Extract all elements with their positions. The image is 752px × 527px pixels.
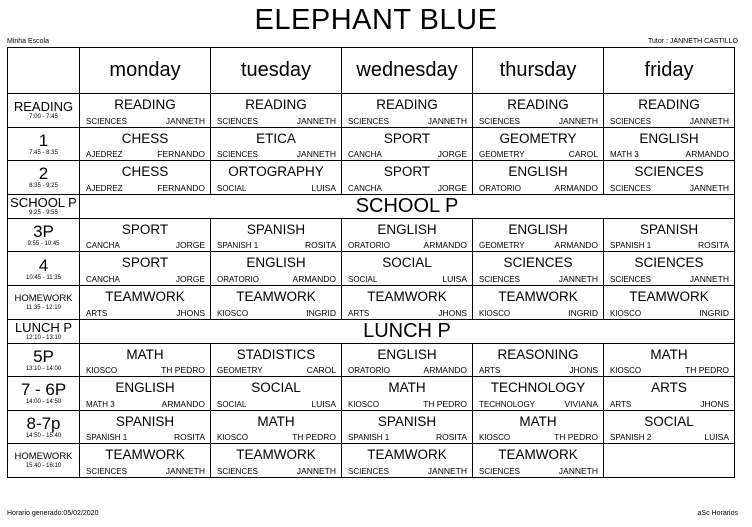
lesson-teacher: JHONS xyxy=(569,365,598,376)
lesson-cell xyxy=(342,218,473,252)
lesson-subject: ORTOGRAPHY xyxy=(228,164,324,180)
lesson-teacher: JORGE xyxy=(175,273,205,284)
lesson-subject: SPANISH xyxy=(377,413,437,429)
lesson-room: SOCIAL xyxy=(348,274,378,284)
lesson-cell xyxy=(80,218,211,252)
lesson-cell xyxy=(211,410,342,444)
lesson-cell xyxy=(473,343,604,377)
lesson-cell xyxy=(211,252,342,286)
lesson-teacher: ARMANDO xyxy=(161,398,205,409)
lesson-subject: TEAMWORK xyxy=(105,447,185,463)
period-name: 4 xyxy=(38,255,49,275)
corner-cell xyxy=(8,48,80,94)
lesson-cell xyxy=(342,377,473,411)
period-cell xyxy=(8,410,80,444)
period-name: 2 xyxy=(38,164,49,184)
lesson-room: SCIENCES xyxy=(217,150,258,160)
period-cell xyxy=(8,218,80,252)
period-name: 7 - 6P xyxy=(20,380,67,400)
lesson-teacher: JANNETH xyxy=(296,115,336,126)
lesson-teacher: ARMANDO xyxy=(292,273,336,284)
lesson-room: SCIENCES xyxy=(610,183,651,193)
timetable xyxy=(7,47,735,478)
lesson-room: KIOSCO xyxy=(217,308,249,318)
lesson-subject: MATH xyxy=(650,346,688,362)
lesson-teacher: ARMANDO xyxy=(685,149,729,160)
period-cell xyxy=(8,161,80,195)
lesson-teacher: JANNETH xyxy=(296,465,336,476)
lesson-teacher: JANNETH xyxy=(558,273,598,284)
lesson-subject: SPORT xyxy=(383,164,431,180)
lesson-subject: REASONING xyxy=(497,346,579,362)
period-name: HOMEWORK xyxy=(14,451,73,463)
period-cell xyxy=(8,194,80,218)
lesson-teacher: ARMANDO xyxy=(554,182,598,193)
lesson-cell xyxy=(342,127,473,161)
lesson-teacher: ROSITA xyxy=(697,240,729,251)
lesson-cell xyxy=(473,377,604,411)
lesson-subject: SCIENCES xyxy=(503,255,573,271)
lesson-teacher: JANNETH xyxy=(689,115,729,126)
day-header-row xyxy=(8,48,735,94)
lesson-subject: SPORT xyxy=(383,130,431,146)
lesson-teacher: LUISA xyxy=(704,432,729,443)
lesson-room: ORATORIO xyxy=(217,274,259,284)
lesson-room: SPANISH 1 xyxy=(348,433,390,443)
lesson-teacher: CAROL xyxy=(568,149,598,160)
lesson-room: AJEDREZ xyxy=(86,150,123,160)
lesson-teacher: TH PEDRO xyxy=(292,432,336,443)
lesson-teacher: CAROL xyxy=(306,365,336,376)
lesson-room: SCIENCES xyxy=(217,116,258,126)
lesson-teacher: ARMANDO xyxy=(423,365,467,376)
lesson-subject: TEAMWORK xyxy=(629,288,709,304)
lesson-teacher: JORGE xyxy=(437,182,467,193)
lesson-cell xyxy=(80,161,211,195)
lesson-cell xyxy=(342,410,473,444)
lesson-subject: ENGLISH xyxy=(377,346,437,362)
lesson-room: SCIENCES xyxy=(610,274,651,284)
lesson-room: ARTS xyxy=(348,308,370,318)
day-header: monday xyxy=(80,48,211,94)
lesson-teacher: ROSITA xyxy=(435,432,467,443)
lesson-teacher: JANNETH xyxy=(165,115,205,126)
lesson-room: SCIENCES xyxy=(217,466,258,476)
lesson-cell xyxy=(473,161,604,195)
lesson-cell xyxy=(604,161,735,195)
lesson-teacher: ARMANDO xyxy=(423,240,467,251)
lesson-subject: TECHNOLOGY xyxy=(490,380,586,396)
page-title: ELEPHANT BLUE xyxy=(254,4,498,36)
period-name: LUNCH P xyxy=(14,320,73,336)
lesson-cell xyxy=(342,444,473,478)
lesson-subject: READING xyxy=(245,97,307,112)
period-cell xyxy=(8,377,80,411)
lesson-cell xyxy=(604,410,735,444)
lesson-room: SCIENCES xyxy=(86,466,127,476)
lesson-subject: ENGLISH xyxy=(115,380,175,396)
lesson-subject: ARTS xyxy=(651,380,687,396)
lesson-teacher: VIVIANA xyxy=(564,398,598,409)
lesson-subject: ETICA xyxy=(256,130,296,146)
period-cell xyxy=(8,319,80,343)
lesson-teacher: TH PEDRO xyxy=(161,365,205,376)
lesson-teacher: JANNETH xyxy=(427,115,467,126)
break-cell: LUNCH P xyxy=(80,319,735,343)
lesson-room: GEOMETRY xyxy=(479,150,525,160)
period-time: 8:35 - 9:25 xyxy=(29,183,58,190)
lesson-subject: SPANISH xyxy=(115,413,175,429)
period-name: 3P xyxy=(33,222,54,242)
lesson-teacher: LUISA xyxy=(311,182,336,193)
lesson-cell xyxy=(211,94,342,128)
lesson-teacher: INGRID xyxy=(568,307,598,318)
lesson-subject: MATH xyxy=(388,380,426,396)
lesson-subject: TEAMWORK xyxy=(498,288,578,304)
lesson-subject: CHESS xyxy=(121,130,169,146)
period-row xyxy=(8,410,735,444)
period-row xyxy=(8,218,735,252)
lesson-teacher: LUISA xyxy=(442,273,467,284)
lesson-teacher: JANNETH xyxy=(689,273,729,284)
lesson-subject: ENGLISH xyxy=(639,130,699,146)
lesson-room: ARTS xyxy=(86,308,108,318)
lesson-cell xyxy=(342,252,473,286)
period-row xyxy=(8,127,735,161)
lesson-cell xyxy=(211,161,342,195)
lesson-subject: TEAMWORK xyxy=(367,288,447,304)
lesson-cell xyxy=(211,285,342,319)
lesson-subject: TEAMWORK xyxy=(236,447,316,463)
period-row xyxy=(8,252,735,286)
period-time: 7:00 - 7:45 xyxy=(29,114,58,121)
lesson-subject: SCIENCES xyxy=(634,255,704,271)
lesson-teacher: JANNETH xyxy=(296,149,336,160)
lesson-teacher: JHONS xyxy=(176,307,205,318)
lesson-cell xyxy=(80,127,211,161)
lesson-cell xyxy=(604,377,735,411)
lesson-teacher: JANNETH xyxy=(165,465,205,476)
lesson-subject: READING xyxy=(114,97,176,112)
lesson-subject: STADISTICS xyxy=(236,346,316,362)
lesson-teacher: TH PEDRO xyxy=(554,432,598,443)
lesson-cell xyxy=(473,285,604,319)
lesson-teacher: INGRID xyxy=(699,307,729,318)
lesson-room: CANCHA xyxy=(86,274,120,284)
lesson-subject: SOCIAL xyxy=(382,255,432,271)
lesson-subject: SCIENCES xyxy=(634,164,704,180)
lesson-teacher: FERNANDO xyxy=(157,182,205,193)
lesson-cell xyxy=(604,127,735,161)
lesson-room: ARTS xyxy=(479,366,501,376)
lesson-room: CANCHA xyxy=(86,241,120,251)
period-cell xyxy=(8,444,80,478)
lesson-room: MATH 3 xyxy=(86,399,115,409)
period-name: 8-7p xyxy=(26,414,61,434)
lesson-room: SPANISH 2 xyxy=(610,433,652,443)
lesson-room: ORATORIO xyxy=(479,183,521,193)
lesson-cell xyxy=(80,377,211,411)
lesson-room: SPANISH 1 xyxy=(217,241,259,251)
period-name: READING xyxy=(13,99,74,115)
lesson-subject: MATH xyxy=(126,346,164,362)
period-cell xyxy=(8,285,80,319)
period-time: 11:35 - 12:10 xyxy=(26,304,61,311)
lesson-room: KIOSCO xyxy=(479,308,511,318)
lesson-room: ARTS xyxy=(610,399,632,409)
period-time: 12:10 - 13:10 xyxy=(25,335,62,342)
empty-cell xyxy=(604,444,735,478)
lesson-room: SOCIAL xyxy=(217,183,247,193)
period-row xyxy=(8,343,735,377)
lesson-teacher: JORGE xyxy=(175,240,205,251)
lesson-room: SCIENCES xyxy=(86,116,127,126)
period-cell xyxy=(8,252,80,286)
period-time: 14:50 - 15:40 xyxy=(25,433,62,440)
day-header: tuesday xyxy=(211,48,342,94)
lesson-subject: TEAMWORK xyxy=(367,447,447,463)
lesson-cell xyxy=(604,252,735,286)
lesson-teacher: JHONS xyxy=(438,307,467,318)
day-header: friday xyxy=(604,48,735,94)
lesson-cell xyxy=(80,285,211,319)
lesson-cell xyxy=(80,343,211,377)
lesson-teacher: JANNETH xyxy=(558,465,598,476)
period-name: 1 xyxy=(38,130,49,150)
lesson-subject: ENGLISH xyxy=(246,255,306,271)
period-time: 7:45 - 8:35 xyxy=(29,149,58,156)
lesson-room: KIOSCO xyxy=(348,399,380,409)
lesson-cell xyxy=(473,218,604,252)
lesson-cell xyxy=(604,94,735,128)
lesson-teacher: INGRID xyxy=(306,307,336,318)
lesson-cell xyxy=(211,343,342,377)
lesson-room: KIOSCO xyxy=(479,433,511,443)
period-time: 14:00 - 14:50 xyxy=(25,399,62,406)
lesson-cell xyxy=(473,444,604,478)
lesson-room: SOCIAL xyxy=(217,399,247,409)
lesson-room: GEOMETRY xyxy=(217,366,263,376)
lesson-teacher: JHONS xyxy=(700,398,729,409)
lesson-teacher: TH PEDRO xyxy=(423,398,467,409)
lesson-subject: SPANISH xyxy=(246,221,306,237)
lesson-cell xyxy=(80,94,211,128)
lesson-teacher: JORGE xyxy=(437,149,467,160)
period-row xyxy=(8,377,735,411)
tutor-name: Tutor : JANNETH CASTILLO xyxy=(648,38,738,45)
lesson-teacher: ARMANDO xyxy=(554,240,598,251)
lesson-teacher: ROSITA xyxy=(173,432,205,443)
lesson-subject: MATH xyxy=(519,413,557,429)
lesson-subject: ENGLISH xyxy=(377,221,437,237)
lesson-subject: READING xyxy=(507,97,569,112)
lesson-cell xyxy=(342,285,473,319)
software-name: aSc Horarios xyxy=(697,510,738,517)
period-name: SCHOOL P xyxy=(10,195,77,211)
lesson-cell xyxy=(473,252,604,286)
lesson-room: SPANISH 1 xyxy=(86,433,128,443)
lesson-cell xyxy=(342,161,473,195)
break-cell: SCHOOL P xyxy=(80,194,735,218)
lesson-subject: GEOMETRY xyxy=(499,130,577,146)
lesson-room: SCIENCES xyxy=(479,116,520,126)
lesson-subject: SPORT xyxy=(121,221,169,237)
lesson-room: MATH 3 xyxy=(610,150,639,160)
school-name: Minha Escola xyxy=(7,38,50,45)
lesson-room: GEOMETRY xyxy=(479,241,525,251)
lesson-room: SPANISH 1 xyxy=(610,241,652,251)
lesson-room: KIOSCO xyxy=(610,308,642,318)
lesson-room: CANCHA xyxy=(348,183,382,193)
lesson-cell xyxy=(342,343,473,377)
period-time: 13:10 - 14:00 xyxy=(25,365,62,372)
lesson-subject: READING xyxy=(376,97,438,112)
lesson-cell xyxy=(604,285,735,319)
lesson-cell xyxy=(211,218,342,252)
period-cell xyxy=(8,94,80,128)
lesson-room: ORATORIO xyxy=(348,366,390,376)
period-time: 15:40 - 16:10 xyxy=(25,462,62,469)
lesson-cell xyxy=(211,127,342,161)
period-time: 10:45 - 11:35 xyxy=(26,274,61,281)
lesson-room: CANCHA xyxy=(348,150,382,160)
lesson-room: TECHNOLOGY xyxy=(479,399,536,409)
lesson-subject: READING xyxy=(638,97,700,112)
generated-date: Horario generado:05/02/2020 xyxy=(7,510,99,517)
lesson-room: KIOSCO xyxy=(217,433,249,443)
lesson-room: AJEDREZ xyxy=(86,183,123,193)
lesson-room: KIOSCO xyxy=(610,366,642,376)
lesson-teacher: FERNANDO xyxy=(157,149,205,160)
lesson-teacher: JANNETH xyxy=(689,182,729,193)
lesson-subject: SOCIAL xyxy=(251,380,301,396)
lesson-cell xyxy=(473,410,604,444)
period-row xyxy=(8,285,735,319)
period-name: 5P xyxy=(33,346,54,366)
period-row xyxy=(8,194,735,218)
lesson-cell xyxy=(604,343,735,377)
period-row xyxy=(8,94,735,128)
lesson-cell xyxy=(211,377,342,411)
lesson-teacher: ROSITA xyxy=(304,240,336,251)
lesson-room: SCIENCES xyxy=(610,116,651,126)
lesson-subject: TEAMWORK xyxy=(498,447,578,463)
lesson-room: KIOSCO xyxy=(86,366,118,376)
lesson-cell xyxy=(211,444,342,478)
lesson-room: SCIENCES xyxy=(479,274,520,284)
period-row xyxy=(8,161,735,195)
lesson-teacher: TH PEDRO xyxy=(685,365,729,376)
lesson-subject: MATH xyxy=(257,413,295,429)
period-cell xyxy=(8,127,80,161)
lesson-room: SCIENCES xyxy=(348,466,389,476)
lesson-teacher: JANNETH xyxy=(558,115,598,126)
lesson-subject: SPANISH xyxy=(639,221,699,237)
lesson-room: SCIENCES xyxy=(348,116,389,126)
period-name: HOMEWORK xyxy=(14,293,73,305)
lesson-teacher: LUISA xyxy=(311,398,336,409)
day-header: wednesday xyxy=(342,48,473,94)
lesson-subject: ENGLISH xyxy=(508,221,568,237)
period-cell xyxy=(8,343,80,377)
lesson-cell xyxy=(604,218,735,252)
lesson-subject: CHESS xyxy=(121,164,169,180)
lesson-subject: TEAMWORK xyxy=(236,288,316,304)
lesson-cell xyxy=(80,410,211,444)
lesson-subject: TEAMWORK xyxy=(105,288,185,304)
lesson-cell xyxy=(473,94,604,128)
lesson-teacher: JANNETH xyxy=(427,465,467,476)
period-row xyxy=(8,319,735,343)
lesson-cell xyxy=(342,94,473,128)
lesson-cell xyxy=(473,127,604,161)
lesson-subject: SPORT xyxy=(121,255,169,271)
lesson-cell xyxy=(80,444,211,478)
period-time: 9:25 - 9:55 xyxy=(29,210,58,217)
lesson-subject: ENGLISH xyxy=(508,164,568,180)
period-time: 9:55 - 10:45 xyxy=(27,241,60,248)
lesson-room: ORATORIO xyxy=(348,241,390,251)
period-row xyxy=(8,444,735,478)
lesson-room: SCIENCES xyxy=(479,466,520,476)
lesson-subject: SOCIAL xyxy=(644,413,694,429)
lesson-cell xyxy=(80,252,211,286)
day-header: thursday xyxy=(473,48,604,94)
